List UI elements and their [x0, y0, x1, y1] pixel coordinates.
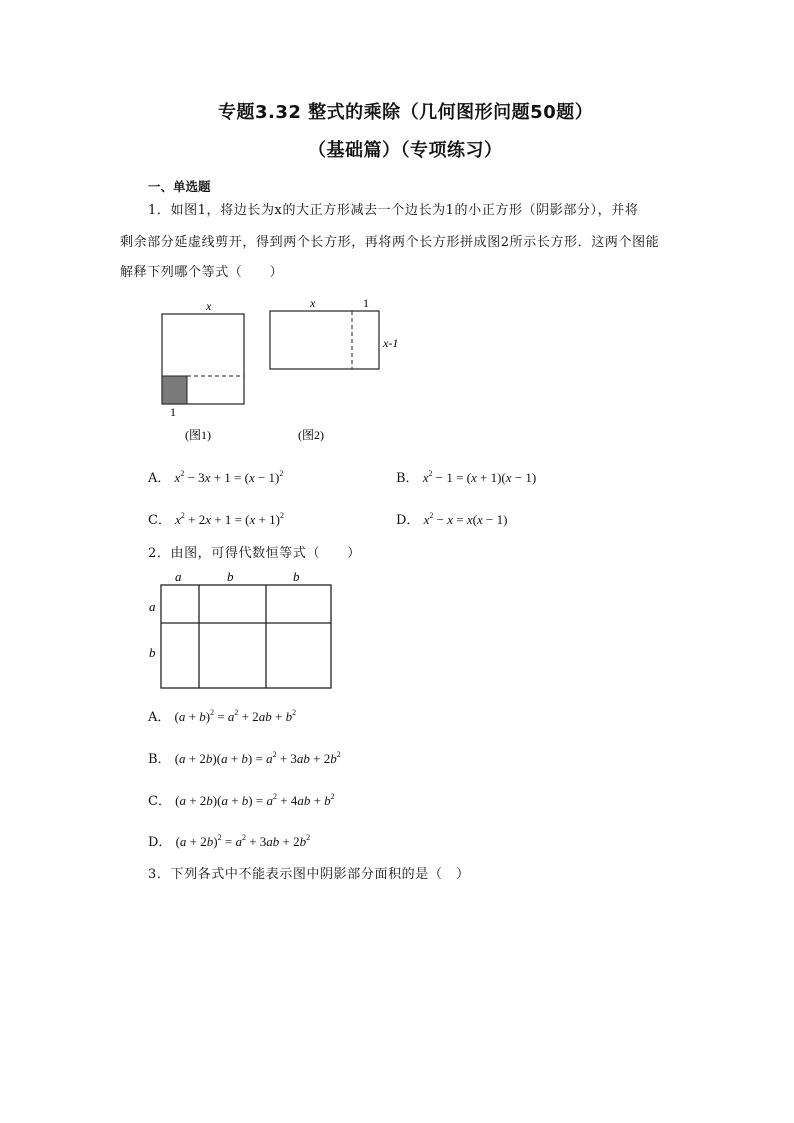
q2-col1-label: a — [175, 569, 182, 584]
q1-option-c-formula: $x^2 + 2x + 1 = (x + 1)^2$ — [175, 511, 284, 527]
figure-1-diagram — [150, 296, 260, 446]
q2-col3-label: b — [293, 569, 300, 584]
fig2-top-1: 1 — [363, 296, 369, 310]
q2-option-a-formula: $(a + b)^2 = a^2 + 2ab + b^2$ — [174, 708, 297, 724]
q2-option-d[interactable] — [148, 831, 310, 850]
fig2-top-x: x — [310, 296, 316, 310]
option-letter: C． — [148, 794, 171, 809]
question-1-line-1: 1．如图1，将边长为x的大正方形减去一个边长为1的小正方形（阴影部分），并将 — [148, 203, 639, 218]
q2-option-b-formula: $(a + 2b)(a + b) = a^2 + 3ab + 2b^2$ — [174, 750, 341, 766]
fig1-shaded-square — [162, 376, 187, 404]
question-2-line-1: 2．由图，可得代数恒等式（ ） — [148, 546, 361, 561]
q2-option-d-formula: $(a + 2b)^2 = a^2 + 3ab + 2b^2$ — [175, 833, 311, 849]
fig1-top-label: x — [206, 299, 212, 313]
q2-row2-label: b — [149, 645, 156, 660]
q2-row1-label: a — [149, 599, 156, 614]
page-subtitle: （基础篇）（专项练习） — [308, 140, 503, 161]
q1-option-b-formula: $x^2 - 1 = (x + 1)(x - 1)$ — [422, 469, 537, 485]
q1-option-d[interactable] — [396, 509, 507, 528]
fig2-caption: (图2) — [298, 428, 324, 442]
q2-option-a[interactable] — [148, 706, 296, 725]
question-1-line-2: 剩余部分延虚线剪开，得到两个长方形，再将两个长方形拼成图2所示长方形．这两个图能 — [120, 235, 660, 250]
question-3-line-1: 3．下列各式中不能表示图中阴影部分面积的是（ ） — [148, 867, 470, 882]
q2-option-b[interactable] — [148, 748, 341, 767]
section-heading: 一、单选题 — [148, 179, 211, 194]
page-title: 专题3.32 整式的乘除（几何图形问题50题） — [218, 102, 594, 123]
option-letter: C． — [148, 513, 171, 528]
q1-option-c[interactable] — [148, 509, 284, 528]
q1-option-b[interactable] — [396, 467, 536, 486]
option-letter: A． — [148, 710, 171, 725]
q2-option-c[interactable] — [148, 790, 335, 809]
q2-outer-rect — [161, 585, 331, 688]
option-letter: B． — [148, 752, 171, 767]
question-1-line-3: 解释下列哪个等式（ ） — [120, 265, 284, 280]
figure-q2-grid — [144, 566, 340, 692]
q2-col2-label: b — [227, 569, 234, 584]
q1-option-a[interactable] — [148, 467, 283, 486]
option-letter: D． — [148, 835, 172, 850]
option-letter: D． — [396, 513, 420, 528]
figure-2-diagram — [262, 294, 412, 446]
q2-option-c-formula: $(a + 2b)(a + b) = a^2 + 4ab + b^2$ — [175, 792, 335, 808]
option-letter: A． — [148, 471, 171, 486]
fig1-bottom-label: 1 — [170, 405, 176, 419]
option-letter: B． — [396, 471, 419, 486]
fig1-caption: (图1) — [185, 428, 211, 442]
fig2-rectangle — [270, 311, 379, 369]
q1-option-d-formula: $x^2 - x = x(x - 1)$ — [423, 511, 508, 527]
fig2-side-label: x-1 — [383, 336, 399, 350]
q1-option-a-formula: $x^2 - 3x + 1 = (x - 1)^2$ — [174, 469, 284, 485]
